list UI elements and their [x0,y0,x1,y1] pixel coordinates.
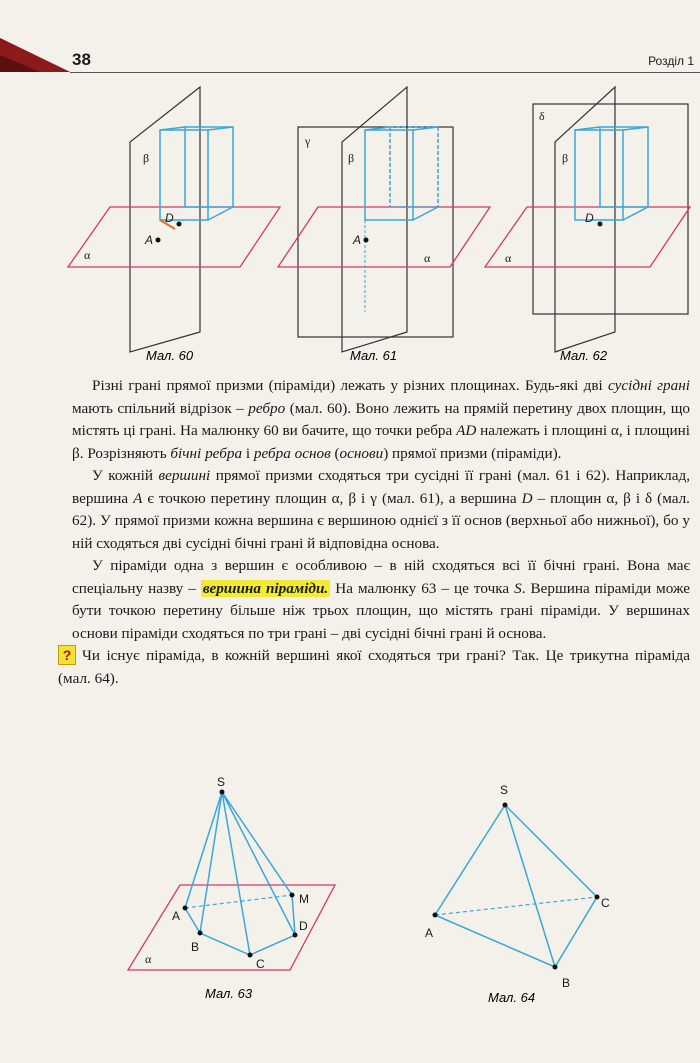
caption-62: Мал. 62 [560,348,608,363]
figures-63-64 [0,770,700,1020]
label-delta: δ [539,109,545,123]
label-b: B [562,976,571,990]
header-rule [70,72,700,73]
caption-60: Мал. 60 [146,348,194,363]
caption-61: Мал. 61 [350,348,398,363]
figure-60 [68,87,280,352]
label-alpha: α [424,251,431,265]
label-gamma: γ [305,134,311,148]
label-c: C [601,896,610,910]
label-alpha: α [505,251,512,265]
label-beta: β [348,151,355,165]
label-b: B [191,940,200,954]
figures-60-62 [0,82,700,372]
section-title: Розділ 1 [648,54,694,68]
figure-61 [278,87,490,352]
body-text [58,375,691,690]
label-a: A [172,909,181,923]
label-s: S [500,783,509,797]
caption-64: Мал. 64 [488,990,536,1005]
label-a: A [353,233,362,247]
figure-62 [485,87,690,352]
label-s: S [217,775,226,789]
label-c: C [256,957,265,971]
label-a: A [425,926,434,940]
figure-63 [128,775,335,971]
label-d: D [585,211,594,225]
page-number: 38 [72,50,91,69]
paragraph-2: У кожній вершині прямої призми сходяться три сусідні її грані (мал. 61 і 62). Наприклад, вершина A є точкою перетину площин α, β і γ (мал. 61), а вершина D – площин α, β і δ (мал. 62). У прямої призми кожна вершина є вершиною однієї з її основ (верхньої або нижньої), бо у ній сходяться дві сусідні бічні грані й відповідна основа. [72,467,690,552]
label-beta: β [562,151,569,165]
highlight-term: вершина піраміди. [202,579,329,597]
label-d: D [165,211,174,225]
question: ? Чи існує піраміда, в кожній вершині якої сходяться три грані? Так. Це трикутна піраміда (мал. 64). [58,647,690,687]
paragraph-1: Різні грані прямої призми (піраміди) лежать у різних площинах. Будь-які дві сусідні грані мають спільний відрізок – ребро (мал. 60). Воно лежить на прямій перетину двох площин, що містять ці грані. На малюнку 60 ви бачите, що точки ребра AD належать і площині α, і площині β. Розрізняють бічні ребра і ребра основ (основи) прямої призми (піраміди). [72,377,691,462]
label-alpha: α [84,248,91,262]
question-icon: ? [58,645,76,665]
caption-63: Мал. 63 [205,986,253,1001]
label-alpha: α [145,952,152,966]
label-beta: β [143,151,150,165]
label-d: D [299,919,308,933]
label-m: M [299,892,309,906]
label-a: A [145,233,154,247]
figure-64 [425,783,610,990]
paragraph-3: У піраміди одна з вершин є особливою – в ній сходяться всі її бічні грані. Вона має спеціальну назву – вершина піраміди. На малюнку 63 – це точка S. Вершина піраміди може бути точкою перетину більше ніж трьох площин, що містять грані піраміди. У вершинах основи піраміди сходяться по три грані – дві сусідні бічні грані й основа. [72,557,690,642]
page-header [0,0,700,80]
header-wedge-icon [0,0,700,80]
